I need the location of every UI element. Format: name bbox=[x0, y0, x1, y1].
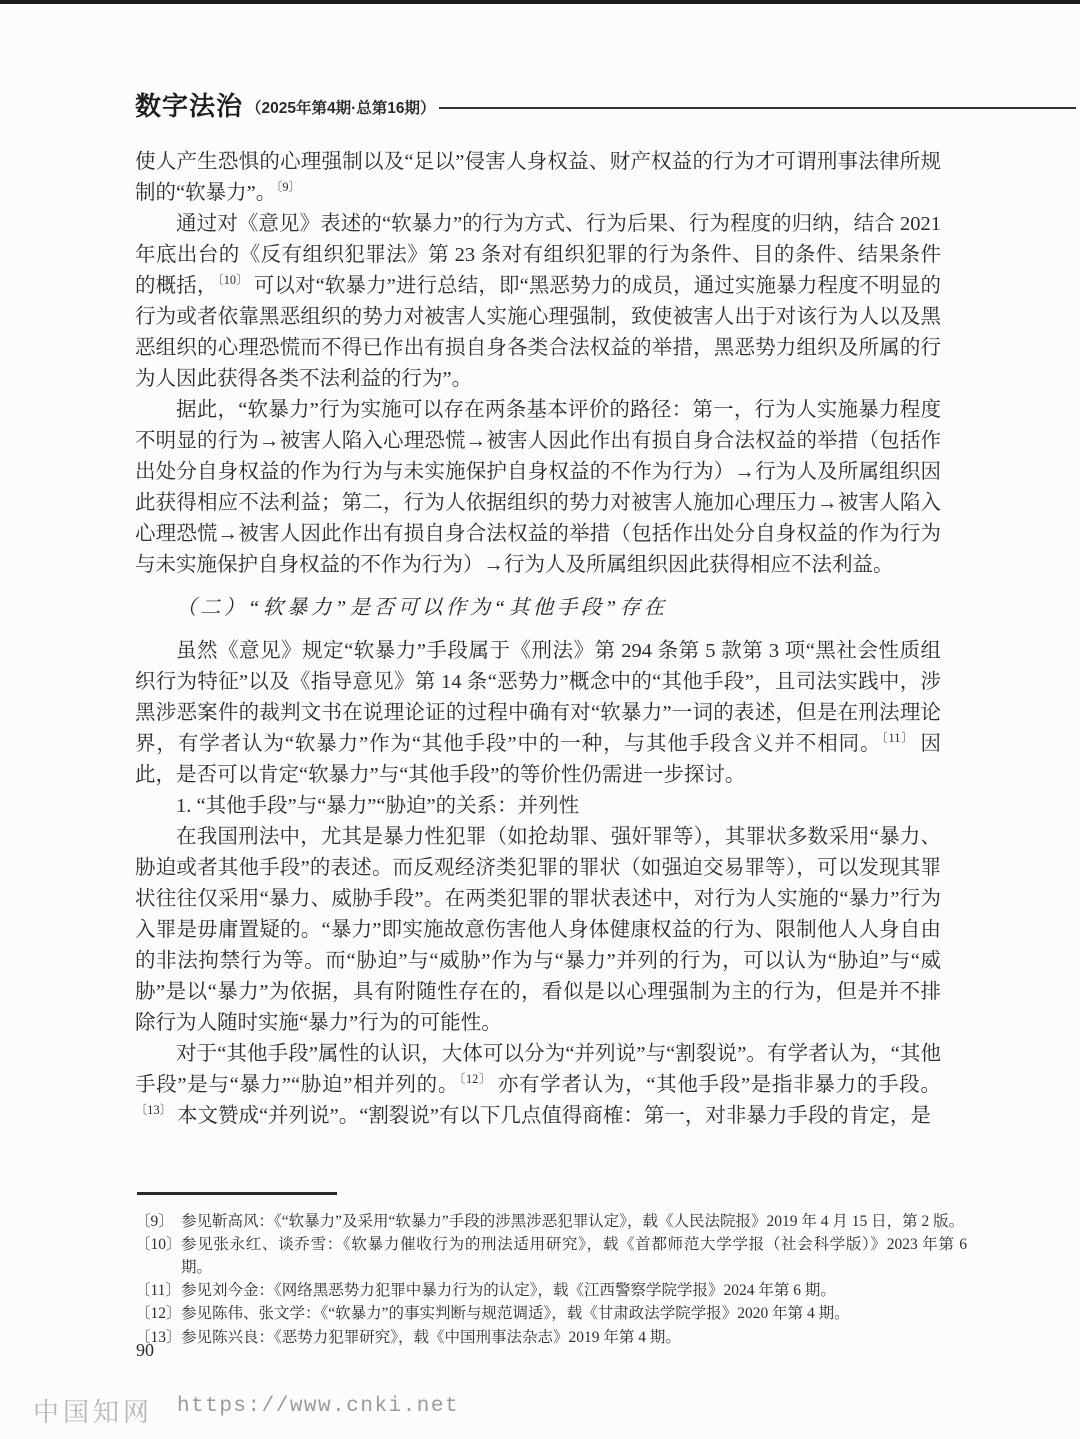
header-rule bbox=[439, 107, 1076, 110]
footnote-text: 参见刘今金：《网络黑恶势力犯罪中暴力行为的认定》，载《江西警察学院学报》2024 年第 6 期。 bbox=[181, 1282, 836, 1300]
footnote-marker: 〔11〕 bbox=[135, 1282, 181, 1300]
article-body bbox=[135, 147, 941, 1132]
footnote-list bbox=[135, 1210, 967, 1349]
footnote-marker: 〔9〕 bbox=[135, 1212, 174, 1230]
footnote-text: 参见陈伟、张文学：《“软暴力”的事实判断与规范调适》，载《甘肃政法学院学报》2020 年第 4 期。 bbox=[181, 1305, 850, 1323]
cnki-site-url: https://www.cnki.net bbox=[177, 1395, 460, 1418]
journal-title: 数字法治 bbox=[135, 91, 244, 121]
issue-info: （2025年第4期·总第16期） bbox=[246, 100, 436, 117]
footnote-marker: 〔12〕 bbox=[135, 1305, 182, 1323]
footnote-marker: 〔10〕 bbox=[135, 1235, 182, 1253]
footnotes-section bbox=[135, 1192, 967, 1349]
cnki-watermark bbox=[33, 1392, 459, 1429]
page-top-edge bbox=[0, 0, 1080, 4]
footnote-item bbox=[135, 1233, 967, 1279]
footnote-text: 参见陈兴良：《恶势力犯罪研究》，载《中国刑事法杂志》2019 年第 4 期。 bbox=[181, 1328, 681, 1346]
sub-heading: 1. “其他手段”与“暴力”“胁迫”的关系：并列性 bbox=[176, 795, 580, 817]
footnote-marker: 〔13〕 bbox=[135, 1328, 182, 1346]
section-heading: （二）“软暴力”是否可以作为“其他手段”存在 bbox=[176, 597, 668, 619]
footnote-ref: 〔10〕 bbox=[217, 273, 249, 288]
page-number: 90 bbox=[136, 1340, 154, 1360]
footnote-text: 参见靳高风：《“软暴力”及采用“软暴力”手段的涉黑涉恶犯罪认定》，载《人民法院报》2019 年 4 月 15 日，第 2 版。 bbox=[181, 1212, 965, 1230]
paragraph: 通过对《意见》表述的“软暴力”的行为方式、行为后果、行为程度的归纳，结合 2021 年底出台的《反有组织犯罪法》第 23 条对有组织犯罪的行为条件、目的条件、结果条件的概括，$^{〔10〕}$ 可以对“软暴力”进行总结，即“黑恶势力的成员，通过实施暴力程度不明显的行为或者依靠黑恶组织的势力对被害人实施心理强制，致使被害人出于对该行为人以及黑恶组织的心理恐慌而不得已作出有损自身各类合法权益的举措，黑恶势力组织及所属的行为人因此获得各类不法利益的行为”。 bbox=[135, 213, 942, 390]
footnote-item bbox=[135, 1302, 967, 1325]
footnote-ref: 〔12〕 bbox=[459, 1072, 492, 1087]
footnote-item bbox=[135, 1210, 967, 1233]
page-header bbox=[135, 86, 1076, 123]
paragraph: 据此，“软暴力”行为实施可以存在两条基本评价的路径：第一，行为人实施暴力程度不明显的行为→被害人陷入心理恐慌→被害人因此作出有损自身合法权益的举措（包括作出处分自身权益的作为行为与未实施保护自身权益的不作为行为）→行为人及所属组织因此获得相应不法利益；第二，行为人依据组织的势力对被害人施加心理压力→被害人陷入心理恐慌→被害人因此作出有损自身合法权益的举措（包括作出处分自身权益的作为行为与未实施保护自身权益的不作为行为）→行为人及所属组织因此获得相应不法利益。 bbox=[135, 399, 941, 576]
footnote-ref: 〔9〕 bbox=[276, 180, 301, 195]
footnote-ref: 〔13〕 bbox=[135, 1103, 172, 1118]
footnote-text: 参见张永红、谈乔雪：《软暴力催收行为的刑法适用研究》，载《首都师范大学学报（社会科学版）》2023 年第 6 期。 bbox=[181, 1235, 967, 1276]
paragraph: 使人产生恐惧的心理强制以及“足以”侵害人身权益、财产权益的行为才可谓刑事法律所规制的“软暴力”。$^{〔9〕}$ bbox=[135, 151, 941, 204]
paragraph: 对于“其他手段”属性的认识，大体可以分为“并列说”与“割裂说”。有学者认为，“其他手段”是与“暴力”“胁迫”相并列的。$^{〔12〕}$ 亦有学者认为，“其他手段”是指非暴力的手段。$^{〔13〕}$ 本文赞成“并列说”。“割裂说”有以下几点值得商榷：第一，对非暴力手段的肯定，是 bbox=[135, 1043, 941, 1127]
footnote-item bbox=[135, 1326, 967, 1349]
footnote-ref: 〔11〕 bbox=[881, 731, 915, 746]
paragraph: 在我国刑法中，尤其是暴力性犯罪（如抢劫罪、强奸罪等），其罪状多数采用“暴力、胁迫或者其他手段”的表述。而反观经济类犯罪的罪状（如强迫交易罪等），可以发现其罪状往往仅采用“暴力、威胁手段”。在两类犯罪的罪状表述中，对行为人实施的“暴力”行为入罪是毋庸置疑的。“暴力”即实施故意伤害他人身体健康权益的行为、限制他人人身自由的非法拘禁行为等。而“胁迫”与“威胁”作为与“暴力”并列的行为，可以认为“胁迫”与“威胁”是以“暴力”为依据，具有附随性存在的，看似是以心理强制为主的行为，但是并不排除行为人随时实施“暴力”行为的可能性。 bbox=[135, 826, 941, 1034]
paragraph: 虽然《意见》规定“软暴力”手段属于《刑法》第 294 条第 5 款第 3 项“黑社会性质组织行为特征”以及《指导意见》第 14 条“恶势力”概念中的“其他手段”，且司法实践中，涉黑涉恶案件的裁判文书在说理论证的过程中确有对“软暴力”一词的表述，但是在刑法理论界，有学者认为“软暴力”作为“其他手段”中的一种，与其他手段含义并不相同。$^{〔11〕}$ 因此，是否可以肯定“软暴力”与“其他手段”的等价性仍需进一步探讨。 bbox=[135, 640, 942, 786]
footnote-item bbox=[135, 1279, 967, 1302]
footnote-separator bbox=[137, 1192, 337, 1195]
cnki-site-name: 中国知网 bbox=[33, 1398, 154, 1427]
